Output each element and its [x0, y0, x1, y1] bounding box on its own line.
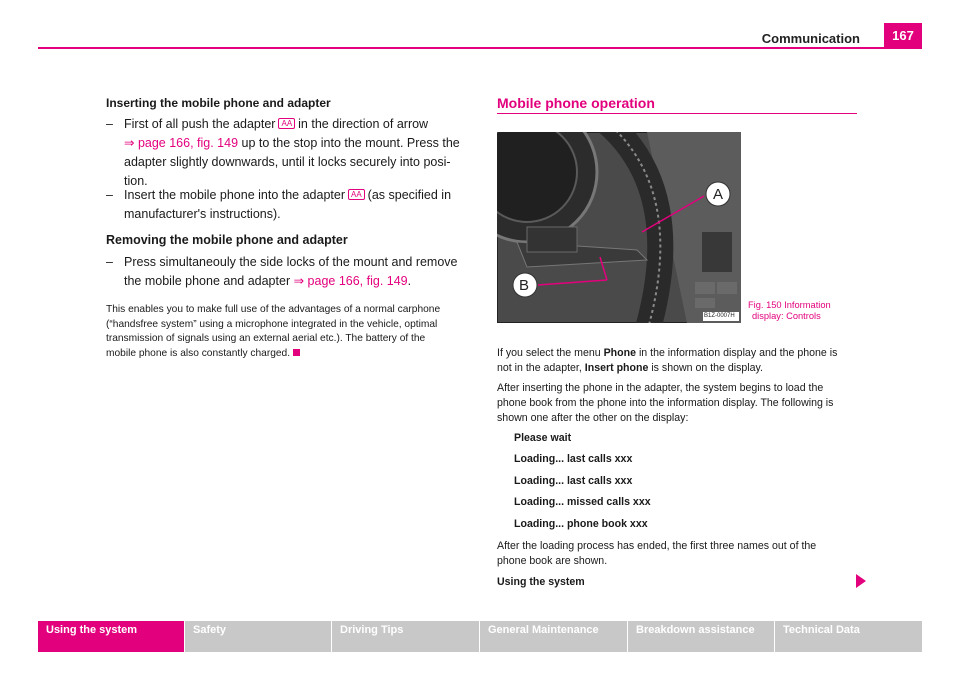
callout-a: A: [713, 186, 724, 203]
chapter-title: Communication: [761, 31, 860, 46]
steering-column-illustration: [497, 132, 741, 323]
dash: –: [106, 188, 113, 202]
callout-b: B: [519, 277, 530, 294]
display-item: Loading... missed calls xxx: [514, 496, 651, 508]
tab-breakdown-assistance[interactable]: Breakdown assistance: [628, 621, 774, 652]
paragraph-using-system: Using the system: [497, 576, 585, 588]
next-page-arrow-icon[interactable]: [856, 574, 866, 588]
tab-safety[interactable]: Safety: [185, 621, 331, 652]
page-link[interactable]: ⇒ page 166, fig. 149: [124, 136, 239, 150]
note-paragraph: This enables you to make full use of the advantages of a normal carphone (“handsfree system” using a microphone integrated in the vehicle, optimal transmission of signals using an external aerial etc.). The battery of the mobile phone is also constantly charged.: [106, 304, 441, 359]
remove-step: Press simultaneouly the side locks of the mount and remove the mobile phone and adapter ⇒ page 166, fig. 149.: [124, 255, 458, 288]
tab-technical-data[interactable]: Technical Data: [775, 621, 922, 652]
tab-using-the-system[interactable]: Using the system: [38, 621, 184, 652]
figure-caption: Fig. 150 Information display: Controls: [748, 300, 831, 321]
paragraph-loading: After inserting the phone in the adapter, the system begins to load the phone book from the phone into the information display. The following is shown one after the other on the display:: [497, 382, 834, 424]
paragraph-after-loading: After the loading process has ended, the first three names out of the phone book are shown.: [497, 540, 817, 567]
display-item: Loading... phone book xxx: [514, 518, 648, 530]
paragraph-menu: If you select the menu Phone in the information display and the phone is not in the adapter, Insert phone is shown on the display.: [497, 347, 838, 374]
header-rule: [38, 47, 922, 49]
figure-code: B1Z-0007H: [704, 313, 735, 319]
heading-inserting: Inserting the mobile phone and adapter: [106, 96, 331, 110]
tab-general-maintenance[interactable]: General Maintenance: [480, 621, 627, 652]
display-item: Please wait: [514, 432, 572, 444]
end-marker-icon: [293, 349, 300, 356]
dash: –: [106, 117, 113, 131]
page-number: 167: [884, 23, 922, 47]
insert-step-2: Insert the mobile phone into the adapter AA (as specified in manufacturer's instructions).: [124, 188, 452, 221]
adapter-badge: AA: [278, 118, 295, 129]
insert-step-1: First of all push the adapter AA in the direction of arrow ⇒ page 166, fig. 149 up to the stop into the mount. Press the adapter slightly downwards, until it locks securely into posi- tion.: [124, 117, 460, 188]
page-link[interactable]: ⇒ page 166, fig. 149: [293, 274, 408, 288]
section-rule: [497, 113, 857, 114]
display-item: Loading... last calls xxx: [514, 475, 633, 487]
section-title: Mobile phone operation: [497, 95, 655, 111]
tab-driving-tips[interactable]: Driving Tips: [332, 621, 479, 652]
figure-controls: [497, 132, 741, 323]
display-item: Loading... last calls xxx: [514, 453, 633, 465]
adapter-badge: AA: [348, 189, 365, 200]
heading-removing: Removing the mobile phone and adapter: [106, 233, 348, 247]
dash: –: [106, 255, 113, 269]
